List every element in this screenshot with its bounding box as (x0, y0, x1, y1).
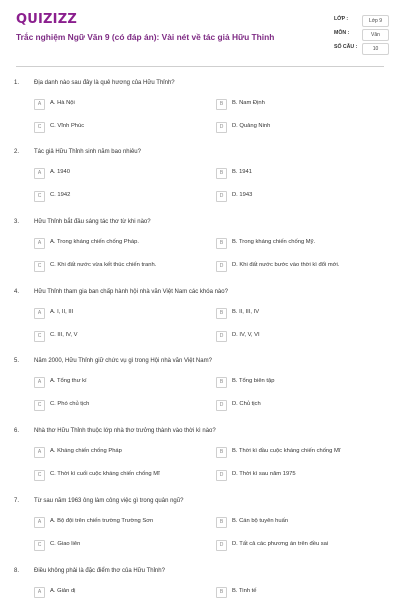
option-text: A. I, II, III (50, 309, 74, 315)
option-letter-box: A (34, 377, 45, 388)
question-text: Hữu Thỉnh tham gia ban chấp hành hội nhà văn Việt Nam các khóa nào? (34, 289, 228, 295)
option-text: B. II, III, IV (232, 309, 260, 315)
option-letter-box: A (34, 447, 45, 458)
option-letter-box: D (216, 331, 227, 342)
question-text: Từ sau năm 1963 ông làm công việc gì trong quân ngũ? (34, 498, 184, 504)
meta-count-label: SỐ CÂU : (334, 44, 358, 50)
option-text: B. Nam Định (232, 100, 265, 106)
meta-count (334, 43, 394, 55)
meta-subject-label: MÔN : (334, 30, 350, 36)
header-divider (16, 66, 384, 67)
option-letter-box: A (34, 99, 45, 110)
meta-class-value: Lớp 9 (362, 15, 389, 27)
option-letter-box: B (216, 377, 227, 388)
option-text: D. IV, V, VI (232, 332, 260, 338)
option-letter-box: A (34, 168, 45, 179)
option-letter-box: B (216, 99, 227, 110)
option-letter-box: C (34, 540, 45, 551)
option-text: D. Chủ tịch (232, 401, 261, 407)
option-text: B. Tổng biên tập (232, 378, 275, 384)
option-text: D. 1943 (232, 192, 253, 198)
option-letter-box: C (34, 400, 45, 411)
option-letter-box: A (34, 517, 45, 528)
option-text: B. Thời kì đầu cuộc kháng chiến chống Mĩ (232, 448, 341, 454)
option-letter-box: D (216, 122, 227, 133)
option-text: A. Kháng chiến chống Pháp (50, 448, 122, 454)
option-letter-box: A (34, 587, 45, 598)
option-letter-box: B (216, 308, 227, 319)
option-text: A. Bộ đội trên chiến trường Trường Sơn (50, 518, 154, 524)
question-number: 3. (14, 219, 20, 225)
question-number: 1. (14, 80, 20, 86)
option-letter-box: A (34, 308, 45, 319)
question-number: 2. (14, 149, 20, 155)
option-text: B. Tinh tế (232, 588, 257, 594)
option-text: D. Khi đất nước bước vào thời kì đổi mới. (232, 262, 340, 268)
question-text: Tác giả Hữu Thỉnh sinh năm bao nhiêu? (34, 149, 141, 155)
question-text: Địa danh nào sau đây là quê hương của Hữu Thỉnh? (34, 80, 175, 86)
option-text: A. 1940 (50, 169, 70, 175)
question-number: 5. (14, 358, 20, 364)
option-text: C. Thời kì cuối cuộc kháng chiến chống Mĩ (50, 471, 160, 477)
option-letter-box: B (216, 238, 227, 249)
option-text: C. Khi đất nước vừa kết thúc chiến tranh. (50, 262, 157, 268)
option-text: A. Hà Nội (50, 100, 75, 106)
option-letter-box: D (216, 400, 227, 411)
option-letter-box: B (216, 587, 227, 598)
question-number: 4. (14, 289, 20, 295)
option-letter-box: A (34, 238, 45, 249)
option-text: D. Thời kì sau năm 1975 (232, 471, 296, 477)
worksheet-header (0, 0, 400, 68)
option-text: A. Tổng thư kí (50, 378, 87, 384)
option-text: D. Quảng Ninh (232, 123, 271, 129)
quizizz-logo[interactable]: QUIZIZZ (16, 12, 77, 27)
option-letter-box: B (216, 517, 227, 528)
option-letter-box: D (216, 470, 227, 481)
question-text: Nhà thơ Hữu Thỉnh thuộc lớp nhà thơ trưởng thành vào thời kì nào? (34, 428, 216, 434)
option-text: C. III, IV, V (50, 332, 78, 338)
option-text: A. Trong kháng chiến chống Pháp. (50, 239, 139, 245)
option-text: B. 1941 (232, 169, 252, 175)
option-letter-box: C (34, 191, 45, 202)
option-text: B. Cán bộ tuyên huấn (232, 518, 289, 524)
option-text: B. Trong kháng chiến chống Mỹ. (232, 239, 316, 245)
question-text: Điều không phải là đặc điểm thơ của Hữu Thỉnh? (34, 568, 165, 574)
option-letter-box: D (216, 191, 227, 202)
meta-subject (334, 29, 394, 41)
option-text: C. 1942 (50, 192, 71, 198)
option-letter-box: D (216, 261, 227, 272)
meta-class-label: LỚP : (334, 16, 349, 22)
option-text: D. Tất cả các phương án trên đều sai (232, 541, 329, 547)
question-number: 6. (14, 428, 20, 434)
meta-count-value: 10 (362, 43, 389, 55)
meta-subject-value: Văn (362, 29, 389, 41)
option-letter-box: C (34, 261, 45, 272)
option-text: A. Giản dị (50, 588, 76, 594)
option-letter-box: C (34, 122, 45, 133)
option-text: C. Phó chủ tịch (50, 401, 90, 407)
worksheet-title: Trắc nghiệm Ngữ Văn 9 (có đáp án): Vài nét về tác giả Hữu Thỉnh (16, 32, 275, 42)
question-number: 8. (14, 568, 20, 574)
option-letter-box: C (34, 331, 45, 342)
option-letter-box: D (216, 540, 227, 551)
meta-class (334, 15, 394, 27)
question-text: Hữu Thỉnh bắt đầu sáng tác thơ từ khi nào? (34, 219, 151, 225)
option-letter-box: C (34, 470, 45, 481)
option-letter-box: B (216, 168, 227, 179)
option-text: C. Vĩnh Phúc (50, 123, 85, 129)
option-text: C. Giao liên (50, 541, 81, 547)
option-letter-box: B (216, 447, 227, 458)
question-text: Năm 2000, Hữu Thỉnh giữ chức vụ gì trong Hội nhà văn Việt Nam? (34, 358, 212, 364)
question-number: 7. (14, 498, 20, 504)
